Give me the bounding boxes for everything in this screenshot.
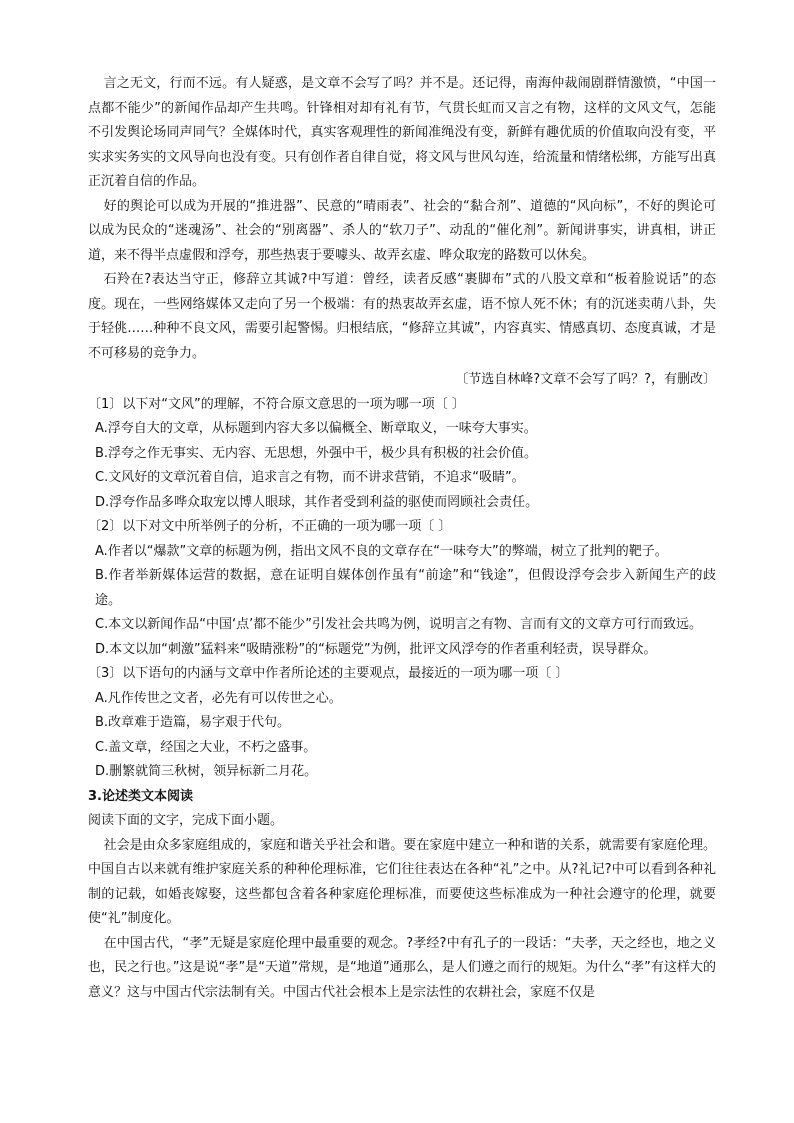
question-option: D.本文以加“刺激”猛料来“吸睛涨粉”的“标题党”为例，批评文风浮夸的作者重利轻责，误导群众。	[95, 641, 657, 657]
question-option: B.改章难于造篇，易字艰于代句。	[95, 715, 291, 730]
question-option: D.浮夸作品多哗众取宠以博人眼球，其作者受到利益的驱使而罔顾社会责任。	[95, 494, 539, 510]
question-2	[88, 515, 716, 662]
question-option: A.作者以“爆款”文章的标题为例，指出文风不良的文章存在“一味夸大”的弊端，树立了批判的靶子。	[95, 543, 668, 559]
question-option: D.删繁就简三秋树，领异标新二月花。	[95, 764, 318, 779]
section-paragraph-2: 在中国古代，“孝”无疑是家庭伦理中最重要的观念。?孝经?中有孔子的一段话：“夫孝，天之经也，地之义也，民之行也。”这是说“孝”是“天道”常规，是“地道”通那么，是人们遵之而行的规矩。为什么“孝”有这样大的意义？这与中国古代宗法制有关。中国古代社会根本上是宗法性的农耕社会，家庭不仅是	[88, 935, 716, 1000]
question-option: A.凡作传世之文者，必先有可以传世之心。	[95, 690, 342, 706]
document-page	[88, 72, 716, 1005]
source-note: 〔节选自林峰?文章不会写了吗？?，有删改〕	[455, 372, 716, 387]
passage-paragraph-3: 石羚在?表达当守正，修辞立其诚?中写道：曾经，读者反感“裹脚布”式的八股文章和“板着脸说话”的态度。现在，一些网络媒体又走向了另一个极端：有的热衷故弄玄虚，语不惊人死不休；有的沉迷卖萌八卦，失于轻佻……种种不良文风，需要引起警惕。归根结底，“修辞立其诚”，内容真实、情感真切、态度真诚，才是不可移易的竞争力。	[88, 272, 716, 361]
question-3	[88, 662, 716, 785]
question-1	[88, 393, 716, 516]
section-instruction: 阅读下面的文字，完成下面小题。	[88, 813, 284, 828]
question-stem: 〔3〕以下语句的内涵与文章中作者所论述的主要观点，最接近的一项为哪一项〔 〕	[88, 666, 569, 681]
question-stem: 〔1〕以下对“文风”的理解，不符合原文意思的一项为哪一项〔 〕	[88, 396, 465, 412]
question-option: B.作者举新媒体运营的数据，意在证明自媒体创作虽有“前途”和“钱途”，但假设浮夸会步入新闻生产的歧途。	[95, 568, 716, 608]
passage-paragraph-2: 好的舆论可以成为开展的“推进器”、民意的“晴雨表”、社会的“黏合剂”、道德的“风向标”，不好的舆论可以成为民众的“迷魂汤”、社会的“别离器”、杀人的“软刀子”、动乱的“催化剂”。新闻讲事实，讲真相，讲正道，来不得半点虚假和浮夸，那些热衷于要噱头、故弄玄虚、哗众取宠的路数可以休矣。	[88, 198, 716, 263]
passage-paragraph-1: 言之无文，行而不远。有人疑惑，是文章不会写了吗？并不是。还记得，南海仲裁闹剧群情激愤，“中国一点都不能少”的新闻作品却产生共鸣。针锋相对却有礼有节，气贯长虹而又言之有物，这样的文风文气，怎能不引发舆论场同声同气？全媒体时代，真实客观理性的新闻准绳没有变，新鲜有趣优质的价值取向没有变，平实求实务实的文风导向也没有变。只有创作者自律自觉，将文风与世风勾连，给流量和情绪松绑，方能写出真正沉着自信的作品。	[88, 76, 716, 189]
question-option: B.浮夸之作无事实、无内容、无思想，外强中干，极少具有积极的社会价值。	[95, 445, 538, 461]
section-title: 3.论述类文本阅读	[88, 788, 193, 804]
question-option: C.盖文章，经国之大业，不朽之盛事。	[95, 739, 317, 755]
question-option: C.文风好的文章沉着自信，追求言之有物，而不讲求营销，不追求“吸睛”。	[95, 470, 525, 485]
question-option: A.浮夸自大的文章，从标题到内容大多以偏概全、断章取义，一味夸大事实。	[95, 421, 537, 436]
question-stem: 〔2〕以下对文中所举例子的分析，不正确的一项为哪一项〔 〕	[88, 519, 452, 534]
question-option: C.本文以新闻作品“中国‘点’都不能少”引发社会共鸣为例，说明言之有物、言而有文的文章方可行而致远。	[95, 617, 702, 632]
section-paragraph-1: 社会是由众多家庭组成的，家庭和谐关乎社会和谐。要在家庭中建立一种和谐的关系，就需要有家庭伦理。中国自古以来就有维护家庭关系的种种伦理标准，它们往往表达在各种“礼”之中。从?礼记?中可以看到各种礼制的记载，如婚丧嫁娶，这些都包含着各种家庭伦理标准，而要使这些标准成为一种社会遵守的伦理，就要使“礼”制度化。	[88, 837, 716, 926]
